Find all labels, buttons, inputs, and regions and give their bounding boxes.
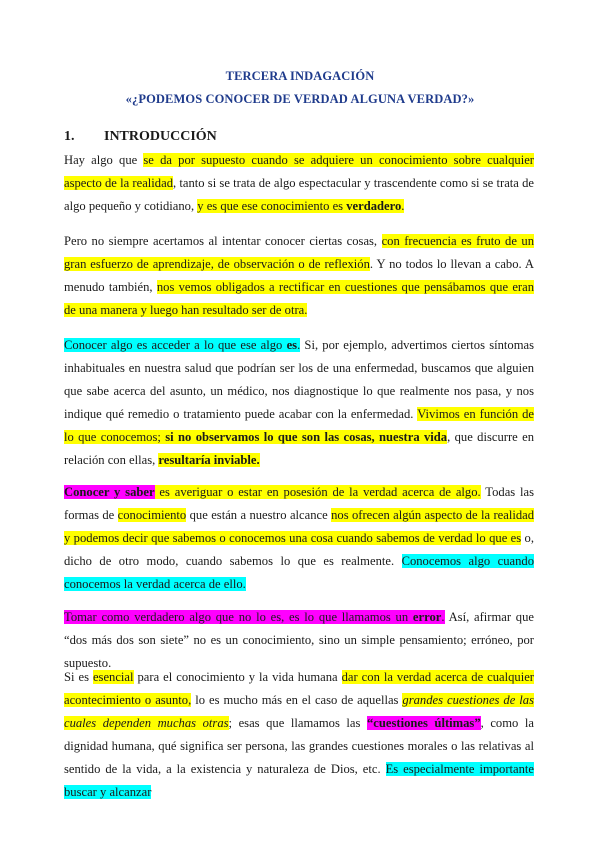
- bold-highlight: resultaría inviable.: [158, 453, 260, 467]
- yellow-highlight: [197, 199, 404, 213]
- text-run: para el conocimiento y la vida humana: [133, 670, 342, 684]
- section-heading: [64, 129, 217, 145]
- text-run: que están a nuestro alcance: [186, 508, 332, 522]
- text-run: o, dicho de otro modo, cuando sabemos lo que es realmente.: [64, 531, 535, 568]
- text-run: Todas las formas de: [64, 485, 535, 522]
- yellow-highlight: nos ofrecen algún aspecto de la realidad y podemos decir que sabemos o conocemos una cosa cuando sabemos de verdad lo que es: [64, 508, 535, 545]
- italic-highlight: grandes cuestiones de las cuales dependen muchas otras: [64, 693, 534, 730]
- text-run: y es que ese conocimiento es: [197, 199, 347, 213]
- yellow-highlight: con frecuencia es fruto de un gran esfuerzo de aprendizaje, de observación o de reflexión: [64, 234, 534, 271]
- text-run: Tomar como verdadero algo que no lo es, es lo que llamamos un: [64, 610, 413, 624]
- paragraph-5: [64, 606, 534, 675]
- text-run: Si, por ejemplo, advertimos ciertos síntomas inhabituales en nuestra salud que podrían ser los de una enfermedad, buscamos que alguien que sabe acerca del asunto, un médico, nos diagnostique lo que realmente nos pasa, y nos indique qué remedio o tratamiento puede acabar con la enfermedad.: [64, 338, 534, 421]
- text-run: , que discurre en relación con ellas,: [64, 430, 534, 467]
- paragraph-3: [64, 334, 534, 472]
- cyan-highlight: [64, 338, 300, 352]
- text-run: Pero no siempre acertamos al intentar conocer ciertas cosas,: [64, 234, 382, 248]
- text-run: .: [297, 338, 301, 352]
- yellow-highlight: conocimiento: [117, 508, 187, 522]
- magenta-highlight: Conocer y saber: [64, 485, 155, 499]
- bold-term: verdadero: [346, 199, 402, 213]
- yellow-highlight: es averiguar o estar en posesión de la verdad acerca de algo.: [154, 485, 481, 499]
- document-subtitle: «¿PODEMOS CONOCER DE VERDAD ALGUNA VERDAD?»: [125, 92, 475, 106]
- yellow-highlight: dar con la verdad acerca de cualquier acontecimiento o asunto,: [64, 670, 535, 707]
- text-run: Si es: [64, 670, 93, 684]
- text-run: Hay algo que: [64, 153, 144, 167]
- cyan-highlight: Es especialmente importante buscar y alcanzar: [64, 762, 534, 799]
- text-run: Conocer algo es acceder a lo que ese algo: [64, 338, 287, 352]
- section-title: INTRODUCCIÓN: [104, 129, 217, 144]
- document-title: TERCERA INDAGACIÓN: [225, 69, 375, 83]
- text-run: Así, afirmar que “dos más dos son siete” no es un conocimiento, sino un simple pensamiento; erróneo, por supuesto.: [64, 610, 534, 670]
- text-run: . Y no todos lo llevan a cabo. A menudo también,: [64, 257, 535, 294]
- yellow-highlight: nos vemos obligados a rectificar en cuestiones que pensábamos que eran de una manera y luego han resultado ser de otra.: [64, 280, 534, 317]
- paragraph-4: [64, 481, 534, 596]
- paragraph-1: [64, 149, 534, 218]
- bold-term: error: [412, 610, 442, 624]
- paragraph-6: [64, 666, 534, 804]
- yellow-highlight: se da por supuesto cuando se adquiere un conocimiento sobre cualquier aspecto de la realidad: [64, 153, 534, 190]
- section-number: 1.: [64, 129, 75, 144]
- cyan-highlight: Conocemos algo cuando conocemos la verdad acerca de ello.: [64, 554, 534, 591]
- text-run: , tanto si se trata de algo espectacular y trascendente como si se trata de algo pequeño y cotidiano,: [64, 176, 534, 213]
- text-run: .: [401, 199, 405, 213]
- paragraph-2: [64, 230, 534, 322]
- text-run: lo es mucho más en el caso de aquellas: [191, 693, 403, 707]
- magenta-highlight: [64, 610, 445, 624]
- yellow-highlight: Vivimos en función de lo que conocemos;: [64, 407, 534, 444]
- text-run: .: [441, 610, 445, 624]
- yellow-highlight: esencial: [92, 670, 134, 684]
- bold-term: es: [286, 338, 298, 352]
- bold-highlight: si no observamos lo que son las cosas, nuestra vida: [165, 430, 448, 444]
- text-run: , como la dignidad humana, qué significa ser persona, las grandes cuestiones morales o las relativas al sentido de la vida, a la existencia y naturaleza de Dios, etc.: [64, 716, 534, 776]
- magenta-highlight: “cuestiones últimas”: [367, 716, 481, 730]
- text-run: ; esas que llamamos las: [228, 716, 367, 730]
